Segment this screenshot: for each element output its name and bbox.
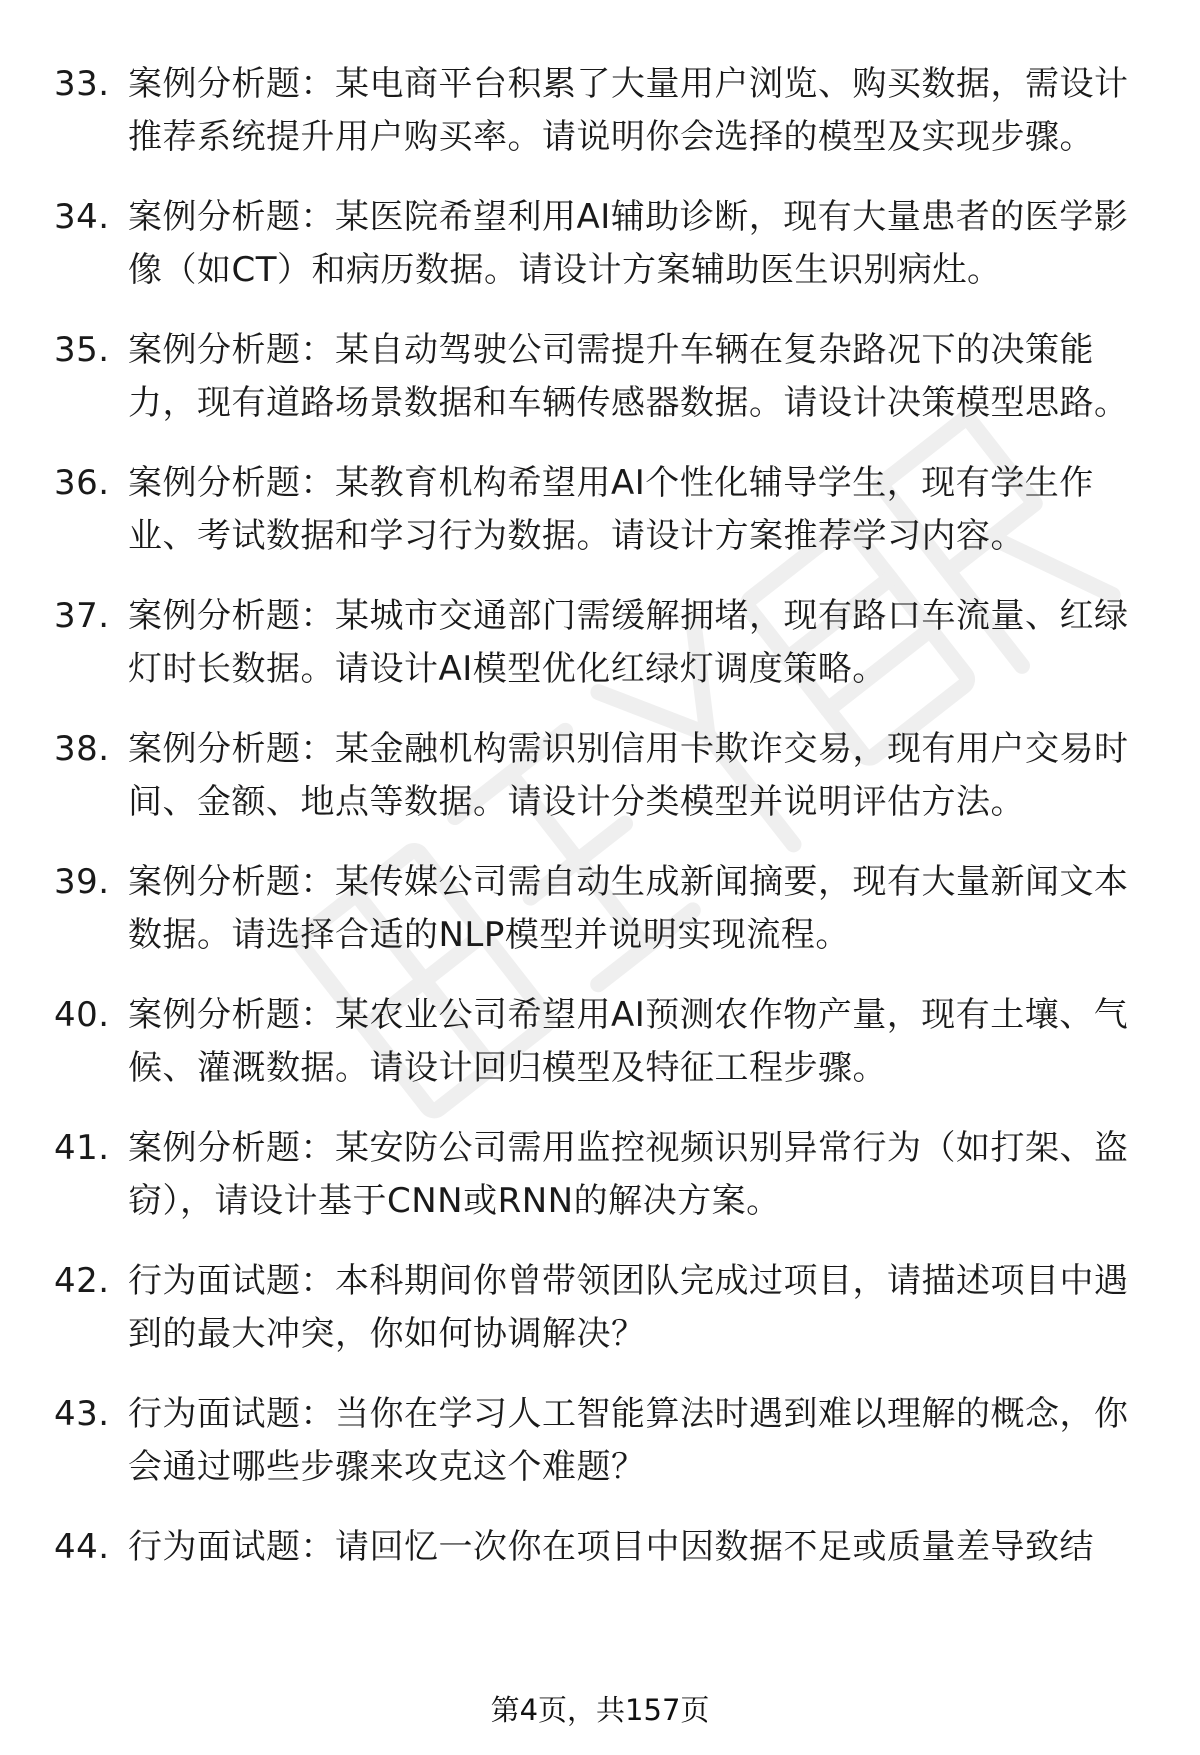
question-number: 44. (54, 1527, 110, 1567)
question-number: 38. (54, 729, 110, 769)
question-item-41 (54, 1122, 1154, 1228)
question-number: 35. (54, 330, 110, 370)
question-number: 34. (54, 197, 110, 237)
question-number: 37. (54, 596, 110, 636)
question-item-34 (54, 191, 1154, 297)
question-text: 案例分析题：某安防公司需用监控视频识别异常行为（如打架、盗窃），请设计基于CNN或RNN的解决方案。 (128, 1128, 1129, 1221)
question-number: 41. (54, 1128, 110, 1168)
question-text: 案例分析题：某金融机构需识别信用卡欺诈交易，现有用户交易时间、金额、地点等数据。请设计分类模型并说明评估方法。 (128, 729, 1129, 822)
question-item-36 (54, 457, 1154, 563)
question-text: 案例分析题：某农业公司希望用AI预测农作物产量，现有土壤、气候、灌溉数据。请设计回归模型及特征工程步骤。 (128, 995, 1129, 1088)
question-text: 案例分析题：某教育机构希望用AI个性化辅导学生，现有学生作业、考试数据和学习行为数据。请设计方案推荐学习内容。 (128, 463, 1094, 556)
question-item-40 (54, 989, 1154, 1095)
page-footer: 第4页，共157页 (490, 1693, 710, 1727)
question-item-43 (54, 1388, 1154, 1494)
question-text: 行为面试题：当你在学习人工智能算法时遇到难以理解的概念，你会通过哪些步骤来攻克这个难题？ (128, 1394, 1129, 1487)
question-text: 案例分析题：某医院希望利用AI辅助诊断，现有大量患者的医学影像（如CT）和病历数据。请设计方案辅助医生识别病灶。 (128, 197, 1129, 290)
question-number: 33. (54, 64, 110, 104)
question-item-38 (54, 723, 1154, 829)
question-number: 40. (54, 995, 110, 1035)
question-item-35 (54, 324, 1154, 430)
question-text: 案例分析题：某城市交通部门需缓解拥堵，现有路口车流量、红绿灯时长数据。请设计AI模型优化红绿灯调度策略。 (128, 596, 1129, 689)
question-item-37 (54, 590, 1154, 696)
question-text: 案例分析题：某自动驾驶公司需提升车辆在复杂路况下的决策能力，现有道路场景数据和车辆传感器数据。请设计决策模型思路。 (128, 330, 1129, 423)
question-item-33 (54, 58, 1154, 164)
question-item-42 (54, 1255, 1154, 1361)
question-number: 36. (54, 463, 110, 503)
question-number: 43. (54, 1394, 110, 1434)
question-text: 案例分析题：某传媒公司需自动生成新闻摘要，现有大量新闻文本数据。请选择合适的NLP模型并说明实现流程。 (128, 862, 1129, 955)
question-list (54, 58, 1154, 1601)
question-text: 案例分析题：某电商平台积累了大量用户浏览、购买数据，需设计推荐系统提升用户购买率。请说明你会选择的模型及实现步骤。 (128, 64, 1129, 157)
question-number: 39. (54, 862, 110, 902)
question-text: 行为面试题：请回忆一次你在项目中因数据不足或质量差导致结 (128, 1527, 1094, 1567)
question-item-39 (54, 856, 1154, 962)
question-number: 42. (54, 1261, 110, 1301)
question-text: 行为面试题：本科期间你曾带领团队完成过项目，请描述项目中遇到的最大冲突，你如何协调解决？ (128, 1261, 1129, 1354)
question-item-44 (54, 1521, 1154, 1574)
